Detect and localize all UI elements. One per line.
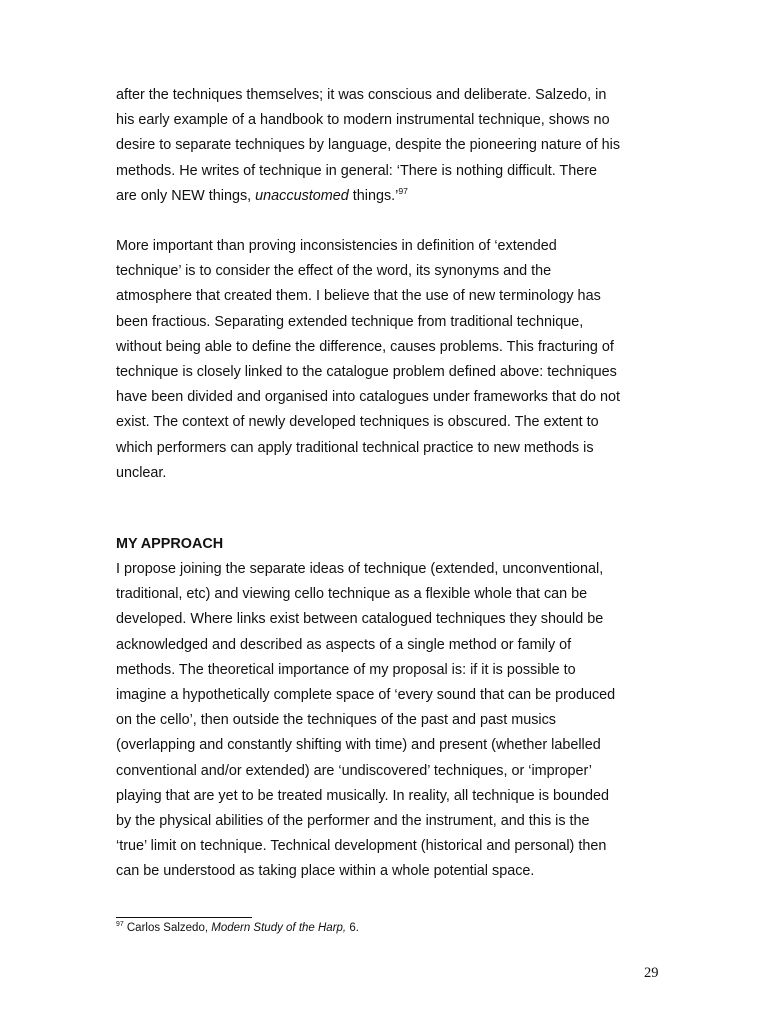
quote-italic-word: unaccustomed: [255, 187, 349, 204]
footnote-author: Carlos Salzedo,: [123, 922, 212, 934]
text-line: methods. He writes of technique in general: ‘There is nothing difficult. There: [116, 162, 598, 179]
paragraph-salzedo: [116, 83, 676, 209]
text-line: (overlapping and constantly shifting with time) and present (whether labelled: [116, 737, 601, 754]
footnote-divider: [116, 917, 252, 918]
text-line: playing that are yet to be treated musically. In reality, all technique is bounded: [116, 787, 610, 804]
text-line: atmosphere that created them. I believe that the use of new terminology has: [116, 288, 601, 305]
text-line: which performers can apply traditional technical practice to new methods is: [116, 439, 594, 456]
text-line: imagine a hypothetically complete space of ‘every sound that can be produced: [116, 687, 616, 704]
paragraph-terminology: [116, 234, 676, 486]
text-line: can be understood as taking place within a whole potential space.: [116, 863, 535, 880]
footnote-title: Modern Study of the Harp,: [211, 922, 347, 934]
footnote: [116, 920, 359, 936]
footnote-number: 97: [116, 921, 124, 929]
text-line: ‘true’ limit on technique. Technical development (historical and personal) then: [116, 838, 607, 855]
text-line: [116, 184, 676, 209]
text-line: after the techniques themselves; it was conscious and deliberate. Salzedo, in: [116, 87, 607, 103]
text-line: without being able to define the difference, causes problems. This fracturing of: [116, 338, 614, 355]
paragraph-approach: [116, 557, 676, 885]
text-line: technique’ is to consider the effect of the word, its synonyms and the: [116, 263, 552, 280]
text-line: I propose joining the separate ideas of technique (extended, unconventional,: [116, 561, 604, 577]
text-line: desire to separate techniques by language, despite the pioneering nature of his: [116, 137, 621, 154]
text-line: his early example of a handbook to modern instrumental technique, shows no: [116, 112, 610, 129]
text-line: technique is closely linked to the catalogue problem defined above: techniques: [116, 364, 617, 381]
text-line: traditional, etc) and viewing cello technique as a flexible whole that can be: [116, 586, 588, 603]
text-line: More important than proving inconsistencies in definition of ‘extended: [116, 238, 557, 254]
footnote-reference: 97: [398, 186, 408, 197]
text-line: on the cello’, then outside the techniques of the past and past musics: [116, 712, 556, 729]
text-line: exist. The context of newly developed techniques is obscured. The extent to: [116, 414, 599, 431]
quote-text-end: things.’: [348, 187, 399, 204]
section-heading: MY APPROACH: [116, 536, 224, 552]
page-number: 29: [644, 965, 659, 981]
text-line: unclear.: [116, 464, 167, 481]
text-line: developed. Where links exist between catalogued techniques they should be: [116, 611, 604, 628]
text-line: conventional and/or extended) are ‘undiscovered’ techniques, or ‘improper’: [116, 762, 592, 779]
text-line: methods. The theoretical importance of my proposal is: if it is possible to: [116, 661, 576, 678]
text-line: have been divided and organised into catalogues under frameworks that do not: [116, 389, 621, 406]
text-line: by the physical abilities of the performer and the instrument, and this is the: [116, 813, 590, 830]
footnote-page: 6.: [346, 922, 359, 934]
text-line: been fractious. Separating extended technique from traditional technique,: [116, 313, 584, 330]
quote-text-start: are only NEW things,: [116, 187, 256, 204]
text-line: acknowledged and described as aspects of a single method or family of: [116, 636, 572, 653]
